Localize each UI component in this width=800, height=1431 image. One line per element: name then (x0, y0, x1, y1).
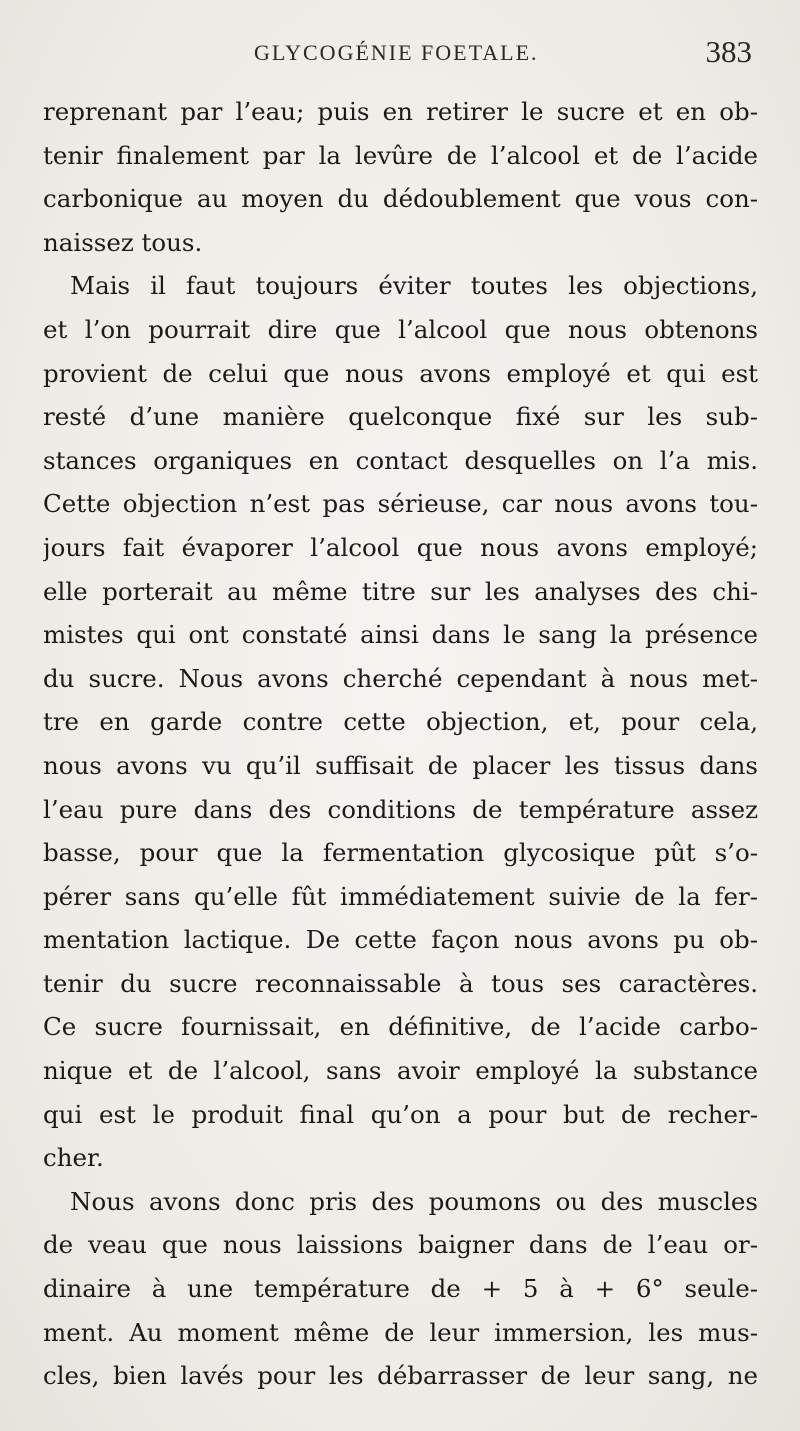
text-line: Ce sucre fournissait, en définitive, de l’acide carbo- (43, 1012, 758, 1042)
text-line: de veau que nous laissions baigner dans de l’eau or- (43, 1230, 758, 1260)
text-line: provient de celui que nous avons employé et qui est (43, 358, 758, 388)
text-line: dinaire à une température de + 5 à + 6° seule- (43, 1274, 758, 1304)
text-line: elle porterait au même titre sur les analyses des chi- (43, 576, 758, 606)
text-line: mentation lactique. De cette façon nous avons pu ob- (43, 925, 758, 955)
paragraph-1 (43, 90, 758, 264)
page-header (0, 34, 800, 74)
text-line: qui est le produit final qu’on a pour but de recher- (43, 1099, 758, 1129)
text-line: tre en garde contre cette objection, et, pour cela, (43, 707, 758, 737)
text-line: nique et de l’alcool, sans avoir employé la substance (43, 1056, 758, 1086)
text-line: naissez tous. (43, 227, 203, 257)
text-line: et l’on pourrait dire que l’alcool que nous obtenons (43, 314, 758, 344)
text-line: Cette objection n’est pas sérieuse, car nous avons tou- (43, 489, 758, 519)
text-line: Mais il faut toujours éviter toutes les objections, (70, 271, 758, 301)
running-title: GLYCOGÉNIE FOETALE. (254, 40, 539, 65)
text-line: cles, bien lavés pour les débarrasser de leur sang, ne (43, 1361, 758, 1391)
text-line: pérer sans qu’elle fût immédiatement suivie de la fer- (43, 881, 758, 911)
text-line: cher. (43, 1143, 104, 1173)
text-line: tenir finalement par la levûre de l’alcool et de l’acide (43, 140, 758, 170)
text-line: jours fait évaporer l’alcool que nous avons employé; (43, 532, 758, 562)
text-line: tenir du sucre reconnaissable à tous ses caractères. (43, 968, 758, 998)
text-line: carbonique au moyen du dédoublement que vous con- (43, 184, 758, 214)
text-line: stances organiques en contact desquelles on l’a mis. (43, 445, 758, 475)
page-number: 383 (705, 34, 752, 69)
text-line: reprenant par l’eau; puis en retirer le sucre et en ob- (43, 97, 758, 126)
text-line: resté d’une manière quelconque fixé sur les sub- (43, 402, 758, 432)
paragraph-3 (43, 1180, 758, 1398)
text-line: mistes qui ont constaté ainsi dans le sang la présence (43, 620, 758, 650)
text-line: nous avons vu qu’il suffisait de placer les tissus dans (43, 750, 758, 780)
text-line: Nous avons donc pris des poumons ou des muscles (70, 1186, 758, 1216)
text-line: du sucre. Nous avons cherché cependant à nous met- (43, 663, 758, 693)
text-line: l’eau pure dans des conditions de température assez (43, 794, 758, 824)
page-body (43, 90, 758, 1398)
text-line: basse, pour que la fermentation glycosique pût s’o- (43, 838, 758, 868)
paragraph-2 (43, 264, 758, 1179)
text-line: ment. Au moment même de leur immersion, les mus- (43, 1317, 758, 1347)
